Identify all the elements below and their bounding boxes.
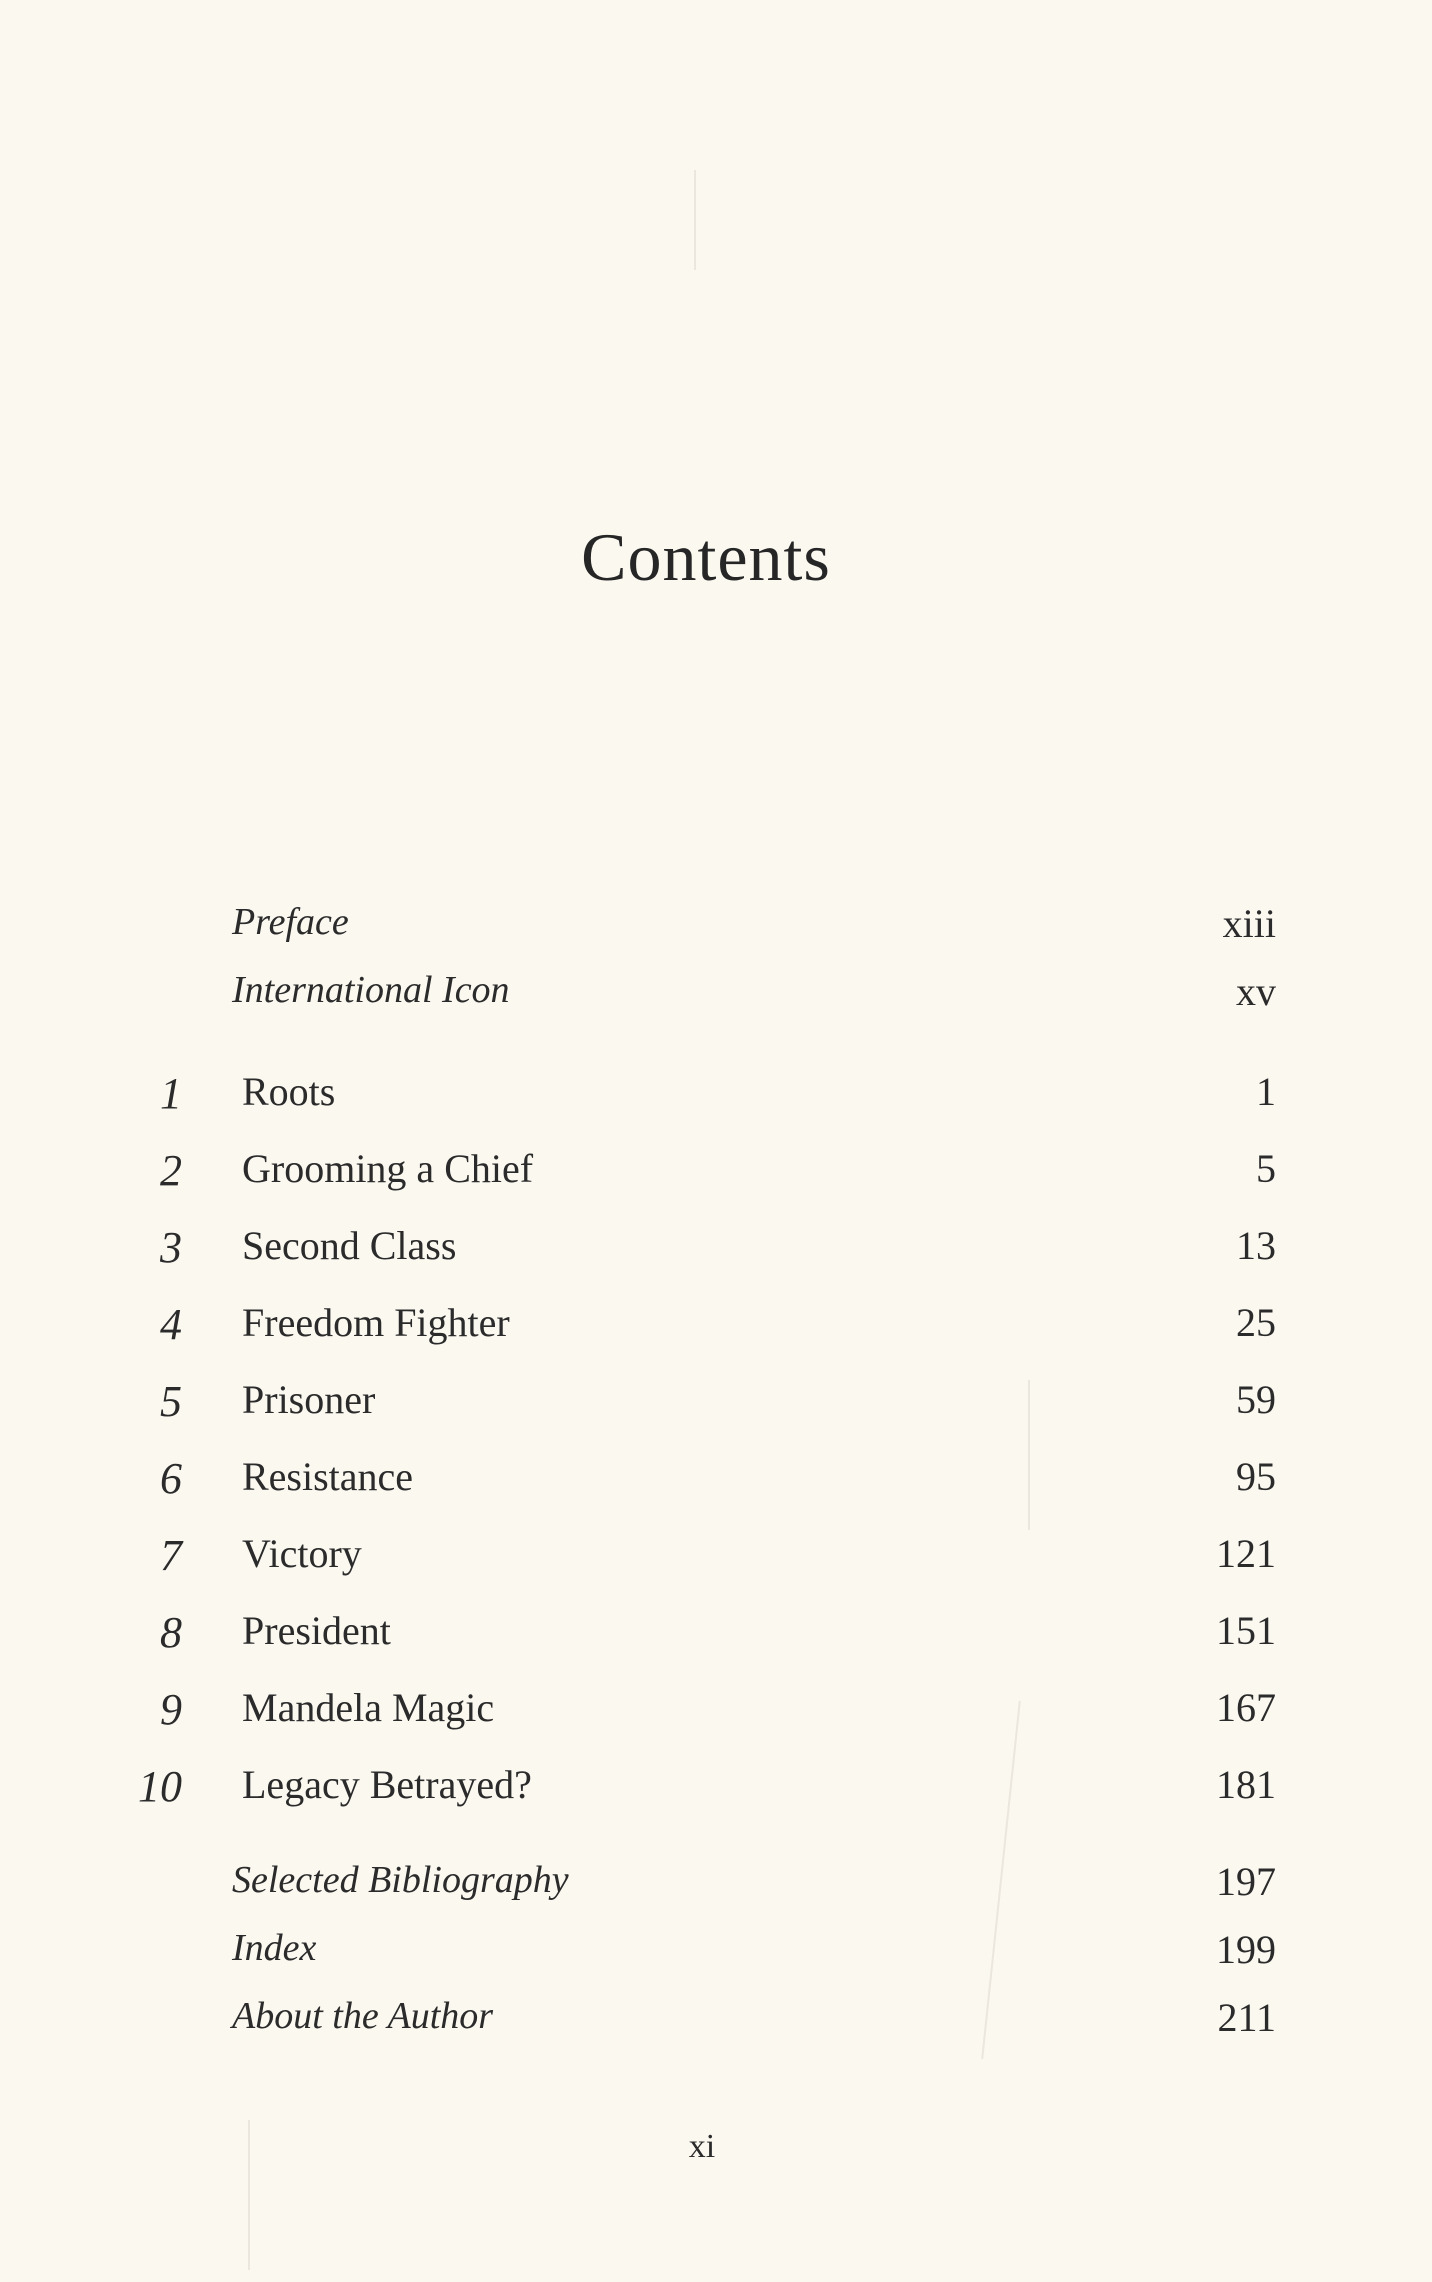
- chapter-title: President: [242, 1608, 391, 1653]
- toc-entry-label: Preface: [232, 901, 349, 943]
- toc-chapter-9: [0, 1684, 1432, 1744]
- chapter-title: Second Class: [242, 1223, 457, 1268]
- toc-entry-international-icon: [0, 968, 1432, 1028]
- chapter-title: Legacy Betrayed?: [242, 1762, 532, 1807]
- toc-entry-label: About the Author: [232, 1995, 494, 2037]
- chapter-title: Victory: [242, 1531, 362, 1576]
- toc-chapter-2: [0, 1145, 1432, 1205]
- toc-entry-label: Selected Bibliography: [232, 1859, 569, 1901]
- chapter-number: 4: [160, 1300, 182, 1349]
- chapter-title: Mandela Magic: [242, 1685, 495, 1730]
- toc-entry-preface: [0, 900, 1432, 960]
- toc-entry-page: xiii: [1222, 901, 1276, 946]
- chapter-number: 10: [138, 1762, 182, 1811]
- chapter-title: Grooming a Chief: [242, 1146, 534, 1191]
- toc-entry-bibliography: [0, 1858, 1432, 1918]
- chapter-page: 151: [1216, 1608, 1276, 1653]
- toc-chapter-8: [0, 1607, 1432, 1667]
- toc-chapter-5: [0, 1376, 1432, 1436]
- chapter-number: 7: [160, 1531, 182, 1580]
- toc-entry-page: 199: [1216, 1927, 1276, 1972]
- chapter-page: 181: [1216, 1762, 1276, 1807]
- scan-mark: [694, 170, 696, 270]
- chapter-page: 95: [1236, 1454, 1276, 1499]
- chapter-page: 121: [1216, 1531, 1276, 1576]
- chapter-number: 5: [160, 1377, 182, 1426]
- chapter-number: 1: [160, 1069, 182, 1118]
- chapter-page: 167: [1216, 1685, 1276, 1730]
- chapter-page: 59: [1236, 1377, 1276, 1422]
- chapter-page: 1: [1256, 1069, 1276, 1114]
- chapter-number: 6: [160, 1454, 182, 1503]
- toc-chapter-6: [0, 1453, 1432, 1513]
- toc-chapter-10: [0, 1761, 1432, 1821]
- chapter-number: 8: [160, 1608, 182, 1657]
- chapter-number: 9: [160, 1685, 182, 1734]
- chapter-title: Resistance: [242, 1454, 414, 1499]
- toc-entry-page: 197: [1216, 1859, 1276, 1904]
- chapter-number: 3: [160, 1223, 182, 1272]
- chapter-page: 25: [1236, 1300, 1276, 1345]
- toc-chapter-1: [0, 1068, 1432, 1128]
- toc-entry-page: 211: [1217, 1995, 1276, 2040]
- chapter-page: 13: [1236, 1223, 1276, 1268]
- toc-entry-label: International Icon: [232, 969, 510, 1011]
- chapter-title: Prisoner: [242, 1377, 376, 1422]
- toc-chapter-3: [0, 1222, 1432, 1282]
- chapter-title: Roots: [242, 1069, 336, 1114]
- chapter-title: Freedom Fighter: [242, 1300, 510, 1345]
- chapter-number: 2: [160, 1146, 182, 1195]
- toc-chapter-4: [0, 1299, 1432, 1359]
- toc-entry-index: [0, 1926, 1432, 1986]
- page-title: Contents: [581, 519, 831, 595]
- toc-entry-label: Index: [232, 1927, 317, 1969]
- toc-entry-page: xv: [1236, 969, 1276, 1014]
- toc-chapter-7: [0, 1530, 1432, 1590]
- toc-entry-about-author: [0, 1994, 1432, 2054]
- page-folio: xi: [688, 2128, 716, 2165]
- chapter-page: 5: [1256, 1146, 1276, 1191]
